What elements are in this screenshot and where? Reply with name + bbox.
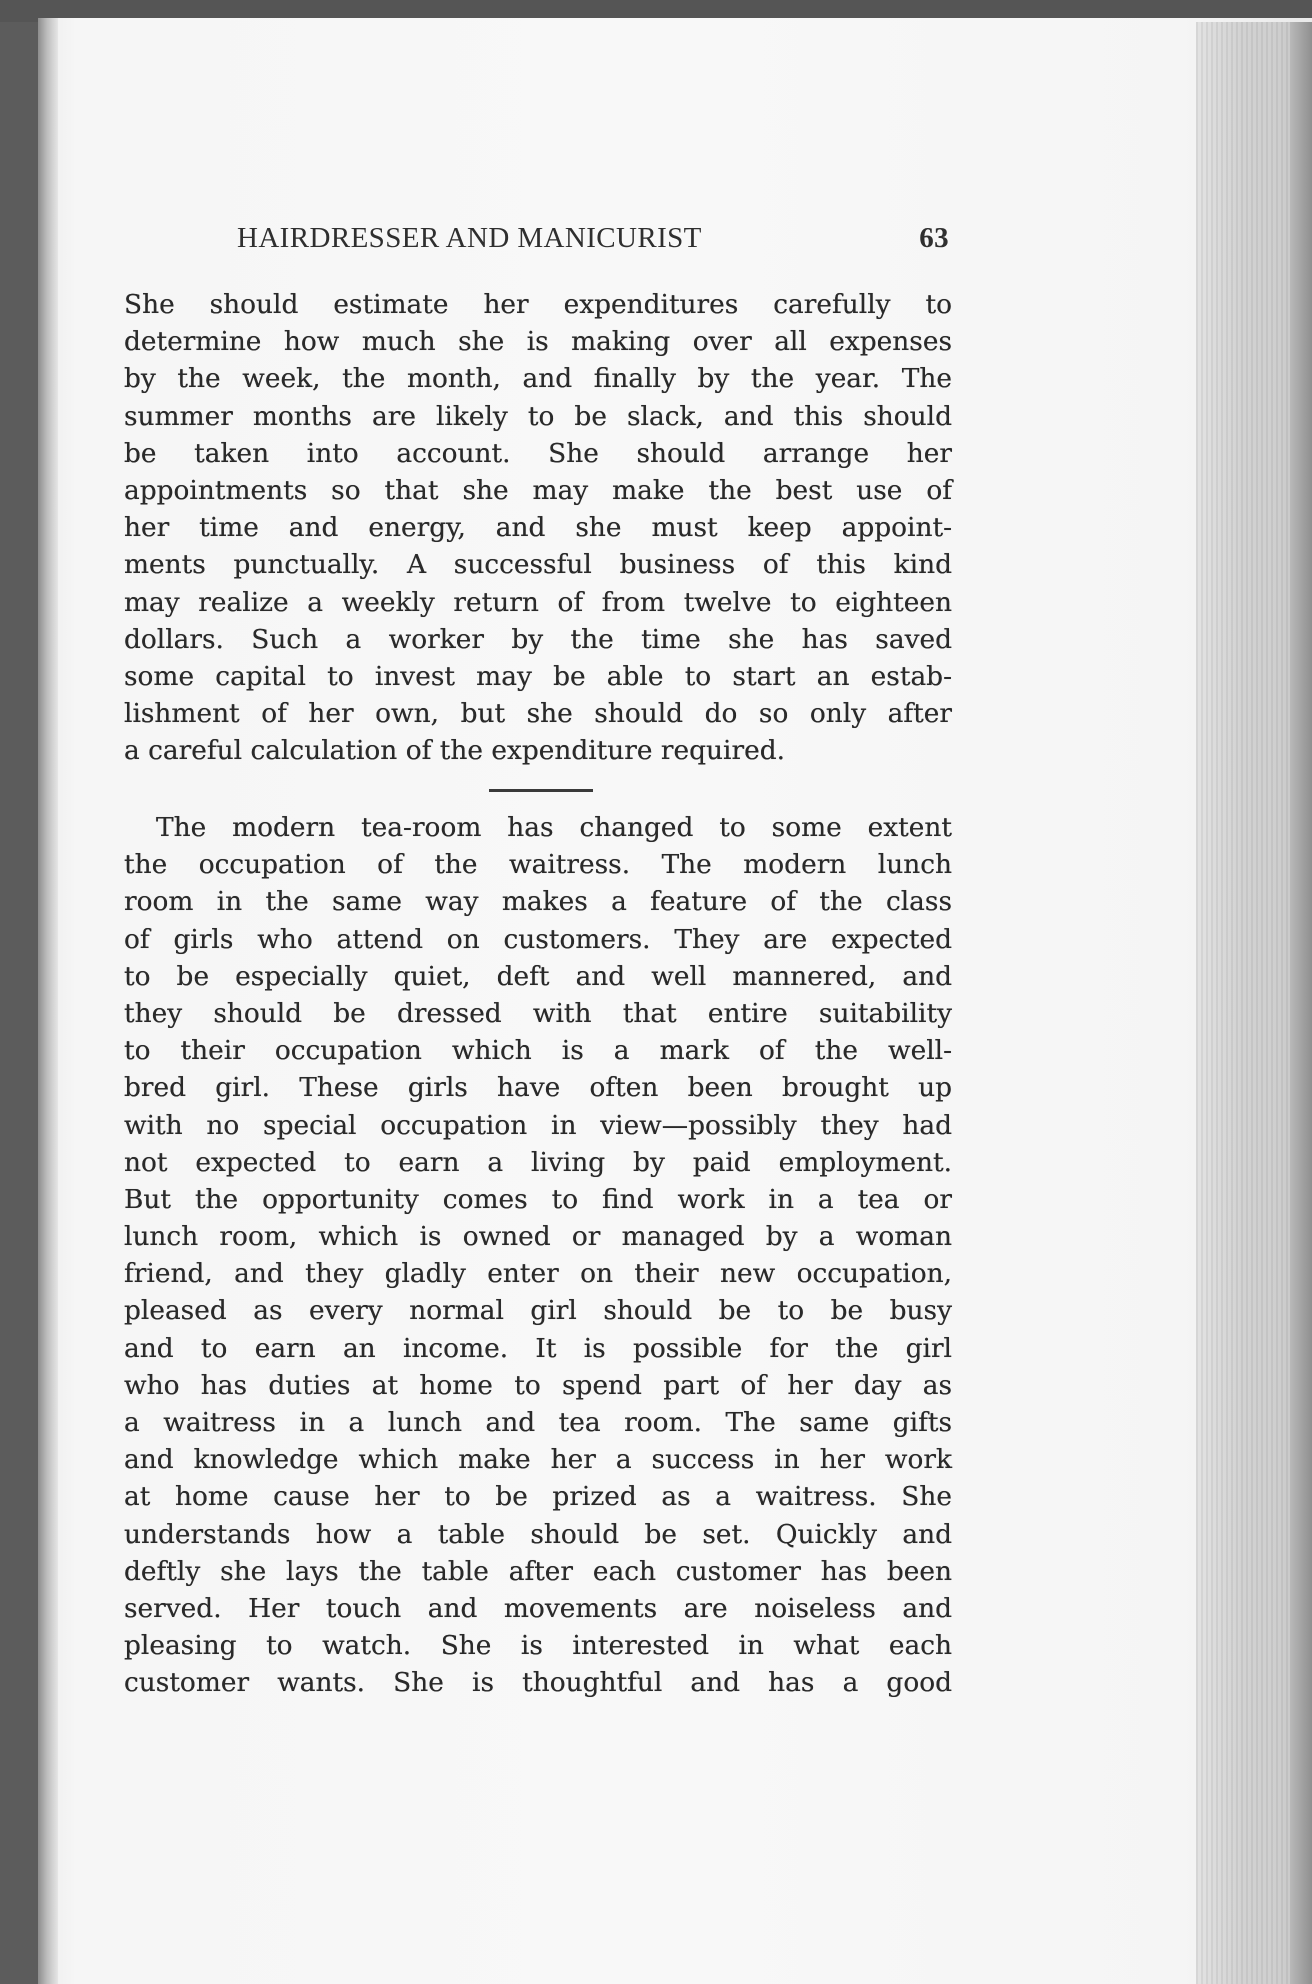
text-line: to their occupation which is a mark of the well- [124, 1035, 952, 1067]
text-line: a careful calculation of the expenditure required. [124, 735, 785, 767]
text-line: be taken into account. She should arrange her [124, 437, 952, 469]
book-cover-edge [1290, 22, 1312, 1984]
text-line: pleasing to watch. She is interested in what each [124, 1630, 952, 1662]
text-line: the occupation of the waitress. The modern lunch [124, 849, 952, 881]
text-line: they should be dressed with that entire suitability [124, 997, 952, 1029]
running-head [237, 222, 949, 262]
text-line: understands how a table should be set. Quickly and [124, 1518, 952, 1550]
text-line: not expected to earn a living by paid employment. [124, 1146, 952, 1178]
text-line: But the opportunity comes to find work in a tea or [124, 1183, 952, 1215]
text-line: lunch room, which is owned or managed by a woman [124, 1221, 952, 1253]
text-line: summer months are likely to be slack, and this should [124, 400, 952, 432]
section-divider [489, 789, 593, 792]
text-line: determine how much she is making over all expenses [124, 326, 952, 358]
text-line: friend, and they gladly enter on their new occupation, [124, 1258, 952, 1290]
running-head-title: HAIRDRESSER AND MANICURIST [237, 222, 702, 254]
spine-shadow [38, 18, 58, 1984]
text-line: to be especially quiet, deft and well mannered, and [124, 960, 952, 992]
paragraph-2 [124, 809, 952, 1702]
text-line: appointments so that she may make the best use of [124, 474, 952, 506]
text-line: and to earn an income. It is possible for the girl [124, 1332, 952, 1364]
text-line: She should estimate her expenditures carefully to [124, 289, 952, 320]
text-line: room in the same way makes a feature of the class [124, 886, 952, 918]
text-line: by the week, the month, and finally by the year. The [124, 363, 952, 395]
paragraph-1 [124, 286, 952, 769]
text-line: The modern tea-room has changed to some extent [156, 812, 952, 843]
text-line: of girls who attend on customers. They are expected [124, 923, 952, 955]
text-line: served. Her touch and movements are noiseless and [124, 1592, 952, 1624]
text-line: pleased as every normal girl should be to be busy [124, 1295, 952, 1327]
text-line: with no special occupation in view—possibly they had [124, 1109, 952, 1141]
page-number: 63 [919, 222, 949, 254]
text-line: deftly she lays the table after each customer has been [124, 1555, 952, 1587]
text-line: may realize a weekly return of from twelve to eighteen [124, 586, 952, 618]
text-line: dollars. Such a worker by the time she has saved [124, 623, 952, 655]
text-line: a waitress in a lunch and tea room. The same gifts [124, 1407, 952, 1438]
text-line: her time and energy, and she must keep appoint- [124, 512, 952, 544]
text-line: some capital to invest may be able to start an estab- [124, 660, 952, 692]
text-line: who has duties at home to spend part of her day as [124, 1369, 952, 1401]
text-line: lishment of her own, but she should do so only after [124, 698, 952, 730]
text-line: customer wants. She is thoughtful and has a good [124, 1667, 952, 1699]
text-line: and knowledge which make her a success in her work [124, 1444, 952, 1476]
text-line: ments punctually. A successful business of this kind [124, 549, 952, 581]
text-line: bred girl. These girls have often been brought up [124, 1072, 952, 1104]
text-line: at home cause her to be prized as a waitress. She [124, 1481, 952, 1513]
